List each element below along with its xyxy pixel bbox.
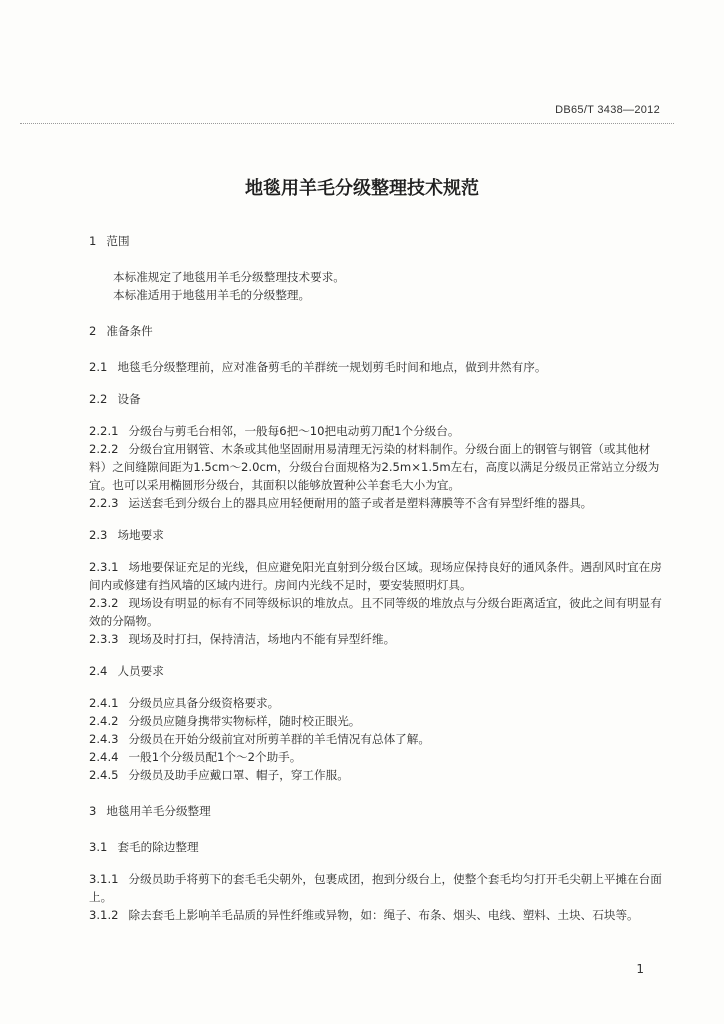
subsection-heading-2-3 [89, 526, 662, 544]
clause-2-4-5 [89, 766, 662, 784]
clause-number: 2.4.3 [89, 732, 119, 746]
clause-number: 2.2.3 [89, 496, 119, 510]
subsection-title: 设备 [117, 392, 141, 406]
clause-2-1 [89, 358, 662, 376]
clause-text: 分级台与剪毛台相邻，一般每6把～10把电动剪刀配1个分级台。 [128, 424, 460, 438]
clause-text: 分级员应随身携带实物标样，随时校正眼光。 [128, 714, 361, 728]
section-heading-2 [89, 322, 662, 340]
clause-number: 2.4.4 [89, 750, 119, 764]
subsection-number: 2.4 [89, 664, 108, 678]
subsection-heading-3-1 [89, 838, 662, 856]
clause-number: 2.4.1 [89, 696, 119, 710]
clause-number: 2.3.1 [89, 560, 119, 574]
clause-number: 2.2.1 [89, 424, 119, 438]
clause-text: 现场设有明显的标有不同等级标识的堆放点。且不同等级的堆放点与分级台距离适宜，彼此之间有明显有效的分隔物。 [89, 596, 662, 628]
clause-2-2-1 [89, 422, 662, 440]
subsection-title: 场地要求 [117, 528, 164, 542]
clause-2-4-3 [89, 730, 662, 748]
clause-text: 除去套毛上影响羊毛品质的异性纤维或异物，如：绳子、布条、烟头、电线、塑料、土块、石块等。 [128, 908, 639, 922]
section-number: 3 [89, 804, 97, 818]
clause-number: 2.3.3 [89, 632, 119, 646]
clause-number: 3.1.1 [89, 872, 119, 886]
clause-2-2-3 [89, 494, 662, 512]
section-title: 地毯用羊毛分级整理 [106, 804, 211, 818]
clause-text: 一般1个分级员配1个～2个助手。 [128, 750, 302, 764]
subsection-heading-2-4 [89, 662, 662, 680]
clause-number: 2.4.5 [89, 768, 119, 782]
subsection-number: 3.1 [89, 840, 108, 854]
clause-number: 2.1 [89, 360, 108, 374]
clause-text: 分级台宜用钢管、木条或其他坚固耐用易清理无污染的材料制作。分级台面上的钢管与钢管（或其他材料）之间缝隙间距为1.5cm～2.0cm，分级台台面规格为2.5m×1.5m左右，高度以满足分级员正常站立分级为宜。也可以采用椭圆形分级台，其面积以能够放置种公羊套毛大小为宜。 [89, 442, 660, 492]
section-number: 2 [89, 324, 97, 338]
page-number: 1 [636, 962, 644, 976]
clause-number: 2.3.2 [89, 596, 119, 610]
clause-text: 分级员及助手应戴口罩、帽子，穿工作服。 [128, 768, 349, 782]
subsection-number: 2.2 [89, 392, 108, 406]
clause-text: 分级员在开始分级前宜对所剪羊群的羊毛情况有总体了解。 [128, 732, 430, 746]
document-title: 地毯用羊毛分级整理技术规范 [245, 178, 479, 199]
clause-2-3-3 [89, 630, 662, 648]
header-divider [20, 123, 674, 124]
clause-2-3-1 [89, 558, 662, 594]
subsection-number: 2.3 [89, 528, 108, 542]
clause-2-4-2 [89, 712, 662, 730]
clause-3-1-1 [89, 870, 662, 906]
section-number: 1 [89, 234, 97, 248]
clause-text: 分级员应具备分级资格要求。 [128, 696, 280, 710]
clause-number: 3.1.2 [89, 908, 119, 922]
section-title: 准备条件 [106, 324, 153, 338]
section-title: 范围 [106, 234, 130, 248]
document-body [89, 232, 662, 924]
clause-text: 运送套毛到分级台上的器具应用轻便耐用的篮子或者是塑料薄膜等不含有异型纤维的器具。 [128, 496, 593, 510]
subsection-title: 人员要求 [117, 664, 164, 678]
clause-text: 现场及时打扫，保持清洁，场地内不能有异型纤维。 [128, 632, 396, 646]
clause-number: 2.4.2 [89, 714, 119, 728]
clause-2-4-4 [89, 748, 662, 766]
clause-3-1-2 [89, 906, 662, 924]
section-heading-3 [89, 802, 662, 820]
clause-number: 2.2.2 [89, 442, 119, 456]
clause-2-2-2 [89, 440, 662, 494]
clause-2-4-1 [89, 694, 662, 712]
paragraph: 本标准规定了地毯用羊毛分级整理技术要求。 [113, 270, 345, 284]
section-heading-1 [89, 232, 662, 250]
standard-code: DB65/T 3438—2012 [555, 104, 660, 116]
clause-text: 场地要保证充足的光线，但应避免阳光直射到分级台区域。现场应保持良好的通风条件。遇刮风时宜在房间内或修建有挡风墙的区域内进行。房间内光线不足时，要安装照明灯具。 [89, 560, 662, 592]
subsection-title: 套毛的除边整理 [117, 840, 199, 854]
subsection-heading-2-2 [89, 390, 662, 408]
paragraph: 本标准适用于地毯用羊毛的分级整理。 [113, 288, 311, 302]
clause-text: 地毯毛分级整理前，应对准备剪毛的羊群统一规划剪毛时间和地点，做到井然有序。 [117, 360, 547, 374]
clause-text: 分级员助手将剪下的套毛毛尖朝外，包裹成团，抱到分级台上，使整个套毛均匀打开毛尖朝上平摊在台面上。 [89, 872, 662, 904]
clause-2-3-2 [89, 594, 662, 630]
